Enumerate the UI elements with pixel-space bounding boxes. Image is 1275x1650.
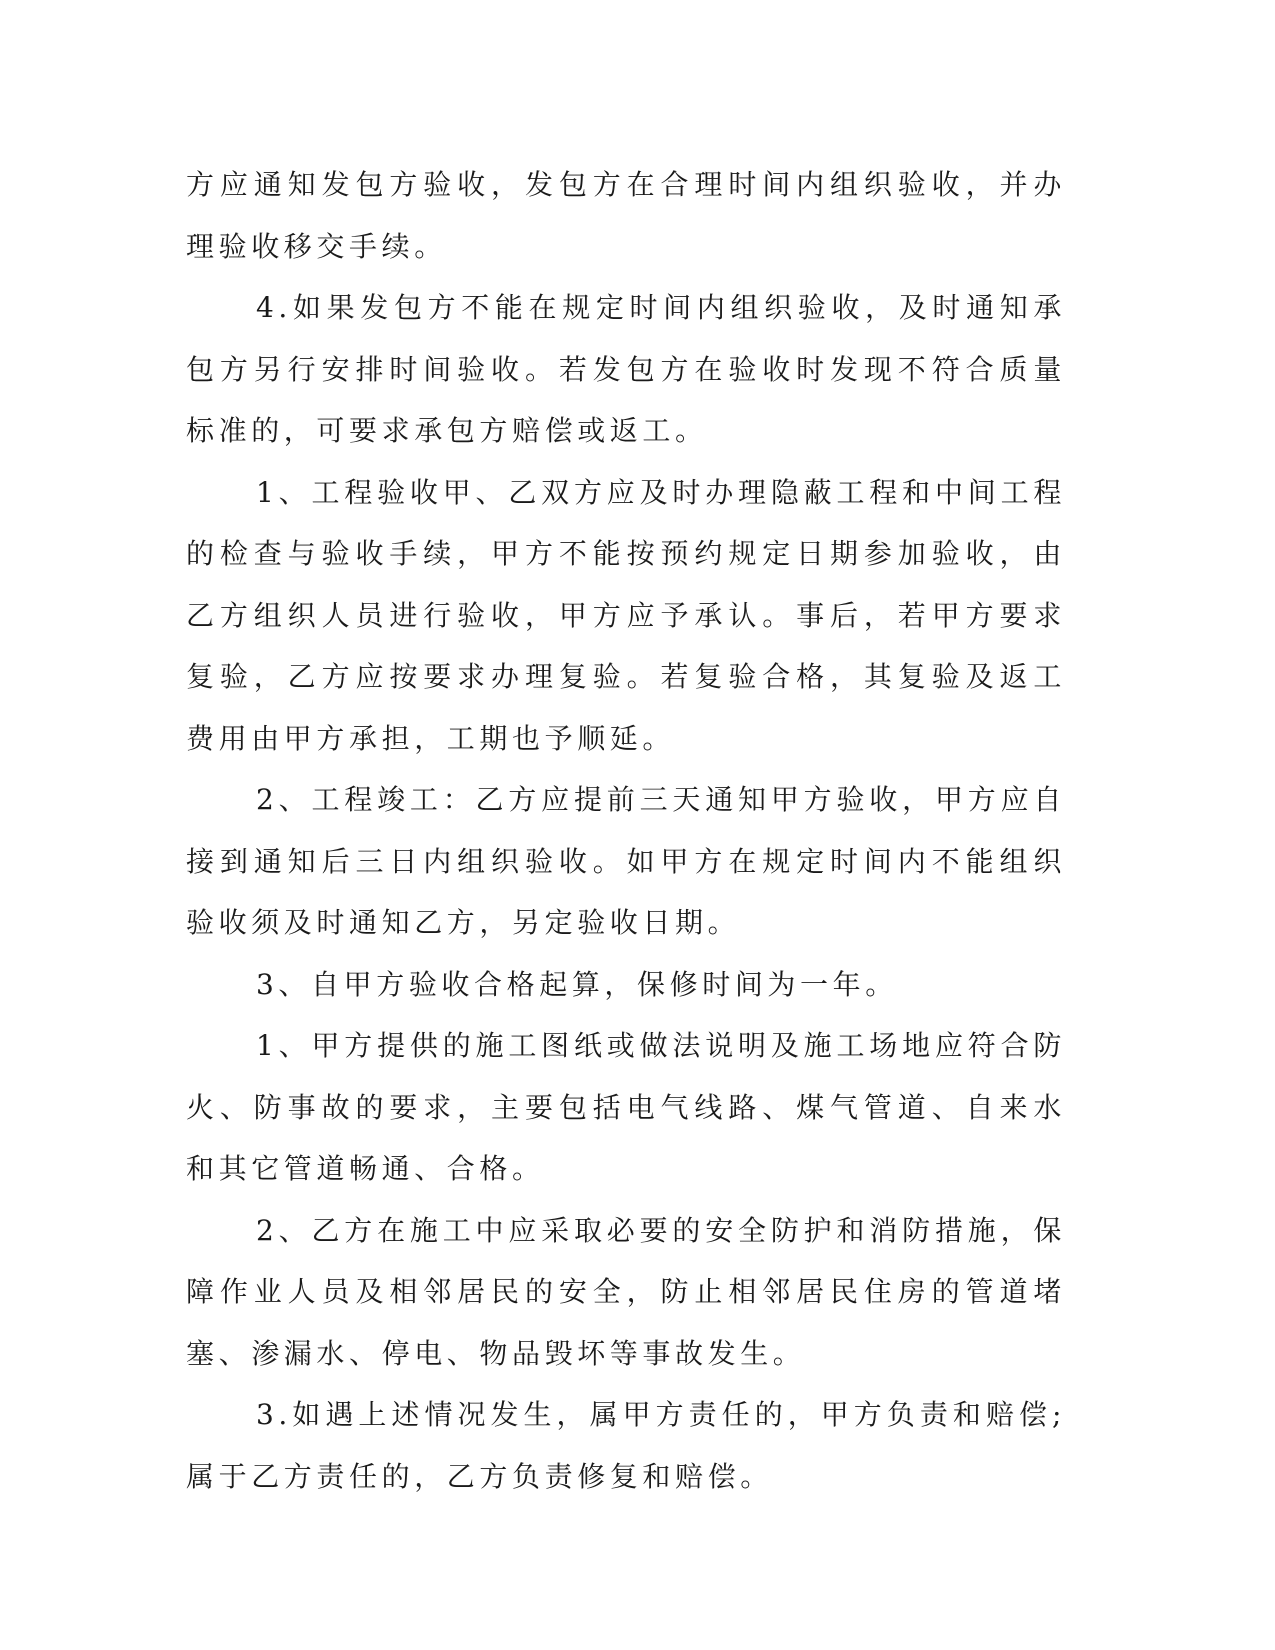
paragraph-acceptance-notice: 方应通知发包方验收，发包方在合理时间内组织验收，并办理验收移交手续。 xyxy=(186,168,1066,263)
paragraph-item-2-completion: 2、工程竣工：乙方应提前三天通知甲方验收，甲方应自接到通知后三日内组织验收。如甲方在规定时间内不能组织验收须及时通知乙方，另定验收日期。 xyxy=(186,783,1066,939)
paragraph-item-1-project-acceptance: 1、工程验收甲、乙双方应及时办理隐蔽工程和中间工程的检查与验收手续，甲方不能按预约规定日期参加验收，由乙方组织人员进行验收，甲方应予承认。事后，若甲方要求复验，乙方应按要求办理复验。若复验合格，其复验及返工费用由甲方承担，工期也予顺延。 xyxy=(186,475,1066,755)
document-body xyxy=(186,154,1066,1507)
paragraph-item-4-acceptance-delay: 4.如果发包方不能在规定时间内组织验收，及时通知承包方另行安排时间验收。若发包方在验收时发现不符合质量标准的，可要求承包方赔偿或返工。 xyxy=(186,291,1066,447)
paragraph-item-3-warranty: 3、自甲方验收合格起算，保修时间为一年。 xyxy=(256,967,898,1001)
paragraph-item-3-liability: 3.如遇上述情况发生，属甲方责任的，甲方负责和赔偿;属于乙方责任的，乙方负责修复和赔偿。 xyxy=(186,1398,1066,1493)
paragraph-item-2-safety-measures: 2、乙方在施工中应采取必要的安全防护和消防措施，保障作业人员及相邻居民的安全，防止相邻居民住房的管道堵塞、渗漏水、停电、物品毁坏等事故发生。 xyxy=(186,1213,1066,1370)
paragraph-item-1-fire-safety: 1、甲方提供的施工图纸或做法说明及施工场地应符合防火、防事故的要求，主要包括电气线路、煤气管道、自来水和其它管道畅通、合格。 xyxy=(186,1029,1066,1185)
